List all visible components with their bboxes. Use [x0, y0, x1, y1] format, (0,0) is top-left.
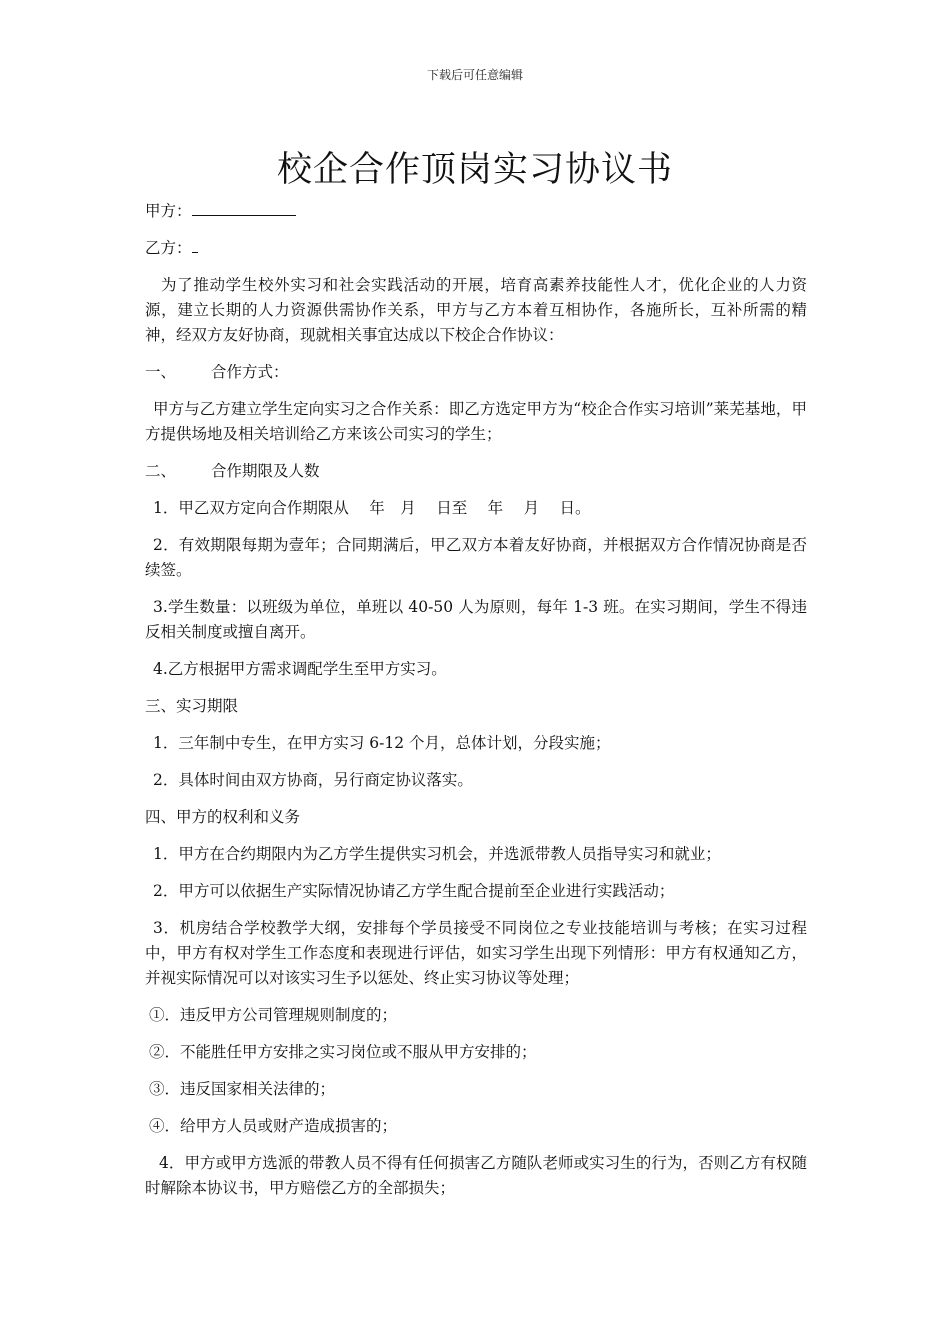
section-1-number: 一、 [145, 363, 177, 381]
party-b-label: 乙方： [145, 239, 192, 257]
section-3-item-2: 2．具体时间由双方协商，另行商定协议落实。 [153, 771, 473, 789]
section-4-item-3: 3．机房结合学校教学大纲，安排每个学员接受不同岗位之专业技能培训与考核；在实习过程中，甲方有权对学生工作态度和表现进行评估，如实习学生出现下列情形：甲方有权通知乙方，并视实际情况可以对该实习生予以惩处、终止实习协议等处理； [145, 919, 807, 987]
section-2-heading [145, 459, 807, 484]
section-2-title: 合作期限及人数 [211, 462, 320, 480]
section-2-item-2: 2．有效期限每期为壹年；合同期满后，甲乙双方本着友好协商，并根据双方合作情况协商是否续签。 [145, 536, 807, 579]
document-body [145, 199, 807, 1213]
section-1-title: 合作方式： [211, 363, 289, 381]
section-2-item-3: 3.学生数量：以班级为单位，单班以 40-50 人为原则，每年 1-3 班。在实习期间，学生不得违反相关制度或擅自离开。 [145, 598, 807, 641]
document-title: 校企合作顶岗实习协议书 [276, 150, 673, 190]
section-4-subitem-1: ①．违反甲方公司管理规则制度的； [149, 1006, 398, 1024]
section-4-item-2: 2．甲方可以依据生产实际情况协请乙方学生配合提前至企业进行实践活动； [153, 882, 675, 900]
section-4-subitem-3: ③．违反国家相关法律的； [149, 1080, 336, 1098]
intro-paragraph: 为了推动学生校外实习和社会实践活动的开展，培育高素养技能性人才，优化企业的人力资源，建立长期的人力资源供需协作关系，甲方与乙方本着互相协作，各施所长，互补所需的精神，经双方友好协商，现就相关事宜达成以下校企合作协议： [145, 276, 807, 344]
section-2-item-1: 1．甲乙双方定向合作期限从 年 月 日至 年 月 日。 [153, 499, 591, 517]
party-b-blank [192, 238, 198, 253]
section-4-subitem-2: ②．不能胜任甲方安排之实习岗位或不服从甲方安排的； [149, 1043, 537, 1061]
section-3-heading: 三、实习期限 [145, 697, 239, 715]
section-4-item-1: 1．甲方在合约期限内为乙方学生提供实习机会，并选派带教人员指导实习和就业； [153, 845, 721, 863]
section-3-item-1: 1．三年制中专生，在甲方实习 6-12 个月，总体计划，分段实施； [153, 734, 611, 752]
party-a-line [145, 199, 807, 224]
section-2-item-4: 4.乙方根据甲方需求调配学生至甲方实习。 [153, 660, 447, 678]
party-a-blank [192, 201, 296, 216]
section-4-subitem-4: ④．给甲方人员或财产造成损害的； [149, 1117, 398, 1135]
party-b-line [145, 236, 807, 261]
section-2-number: 二、 [145, 462, 177, 480]
section-1-paragraph: 甲方与乙方建立学生定向实习之合作关系：即乙方选定甲方为“校企合作实习培训”莱芜基地，甲方提供场地及相关培训给乙方来该公司实习的学生； [145, 400, 807, 443]
party-a-label: 甲方： [145, 202, 192, 220]
section-4-heading: 四、甲方的权利和义务 [145, 808, 301, 826]
section-4-item-4: 4．甲方或甲方选派的带教人员不得有任何损害乙方随队老师或实习生的行为，否则乙方有权随时解除本协议书，甲方赔偿乙方的全部损失； [145, 1154, 807, 1197]
section-1-heading [145, 360, 807, 385]
header-note: 下载后可任意编辑 [426, 68, 523, 82]
